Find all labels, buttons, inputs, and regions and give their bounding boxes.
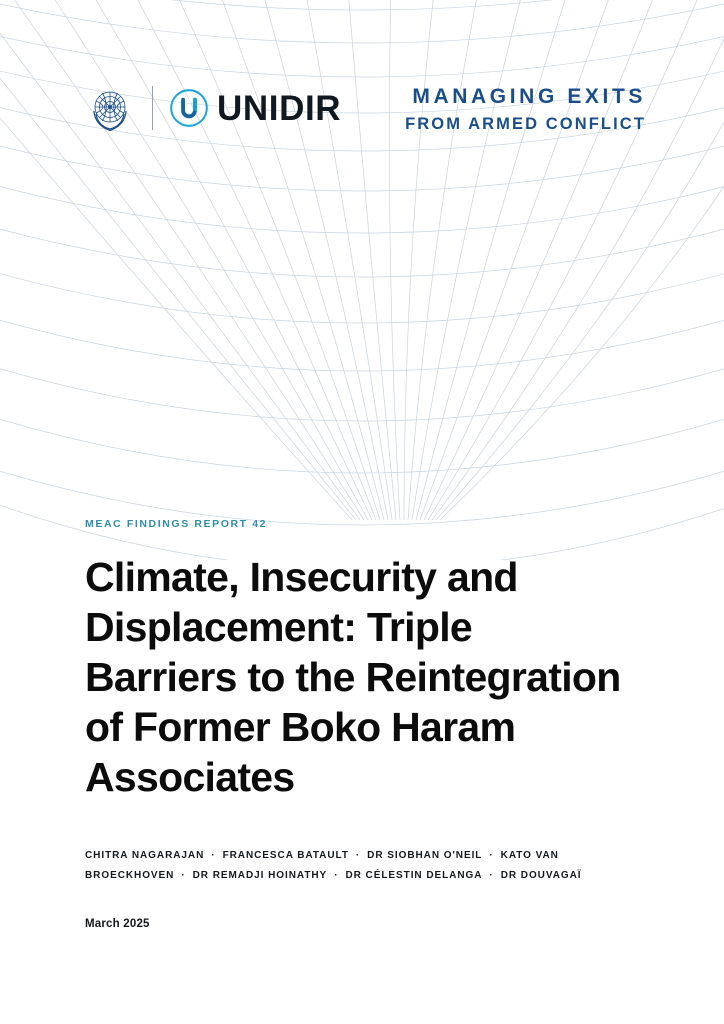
author-separator: · (355, 850, 361, 862)
author-name: FRANCESCA BATAULT (222, 850, 349, 862)
author-name: CHITRA NAGARAJAN (85, 850, 205, 862)
author-separator: · (211, 850, 216, 862)
united-nations-emblem-icon (85, 83, 135, 133)
publication-date: March 2025 (85, 918, 150, 931)
project-title-line2: FROM ARMED CONFLICT (405, 114, 646, 133)
logo-divider (152, 86, 153, 130)
author-separator: · (181, 870, 186, 882)
project-title-line1: MANAGING EXITS (412, 85, 646, 108)
cover-title-block (85, 518, 645, 930)
author-separator: · (489, 850, 494, 862)
series-label: MEAC FINDINGS REPORT 42 (85, 518, 268, 530)
author-name: DR REMADJI HOINATHY (192, 870, 328, 882)
author-name: KATO VAN BROECKHOVEN (85, 850, 559, 882)
author-name: DR DOUVAGAÏ (500, 870, 582, 882)
unidir-logo-icon (170, 89, 208, 127)
unidir-wordmark: UNIDIR (217, 88, 342, 128)
author-name: DR SIOBHAN O'NEIL (367, 850, 483, 862)
logo-lockup (85, 78, 341, 138)
cover-header (0, 78, 724, 142)
author-separator: · (334, 870, 339, 882)
page-title: Climate, Insecurity and Displacement: Triple Barriers to the Reintegration of Former Boko Haram Associates (85, 554, 621, 801)
author-list (85, 846, 625, 886)
project-title (405, 84, 646, 135)
author-name: DR CÉLESTIN DELANGA (345, 870, 483, 882)
author-separator: · (489, 870, 494, 882)
